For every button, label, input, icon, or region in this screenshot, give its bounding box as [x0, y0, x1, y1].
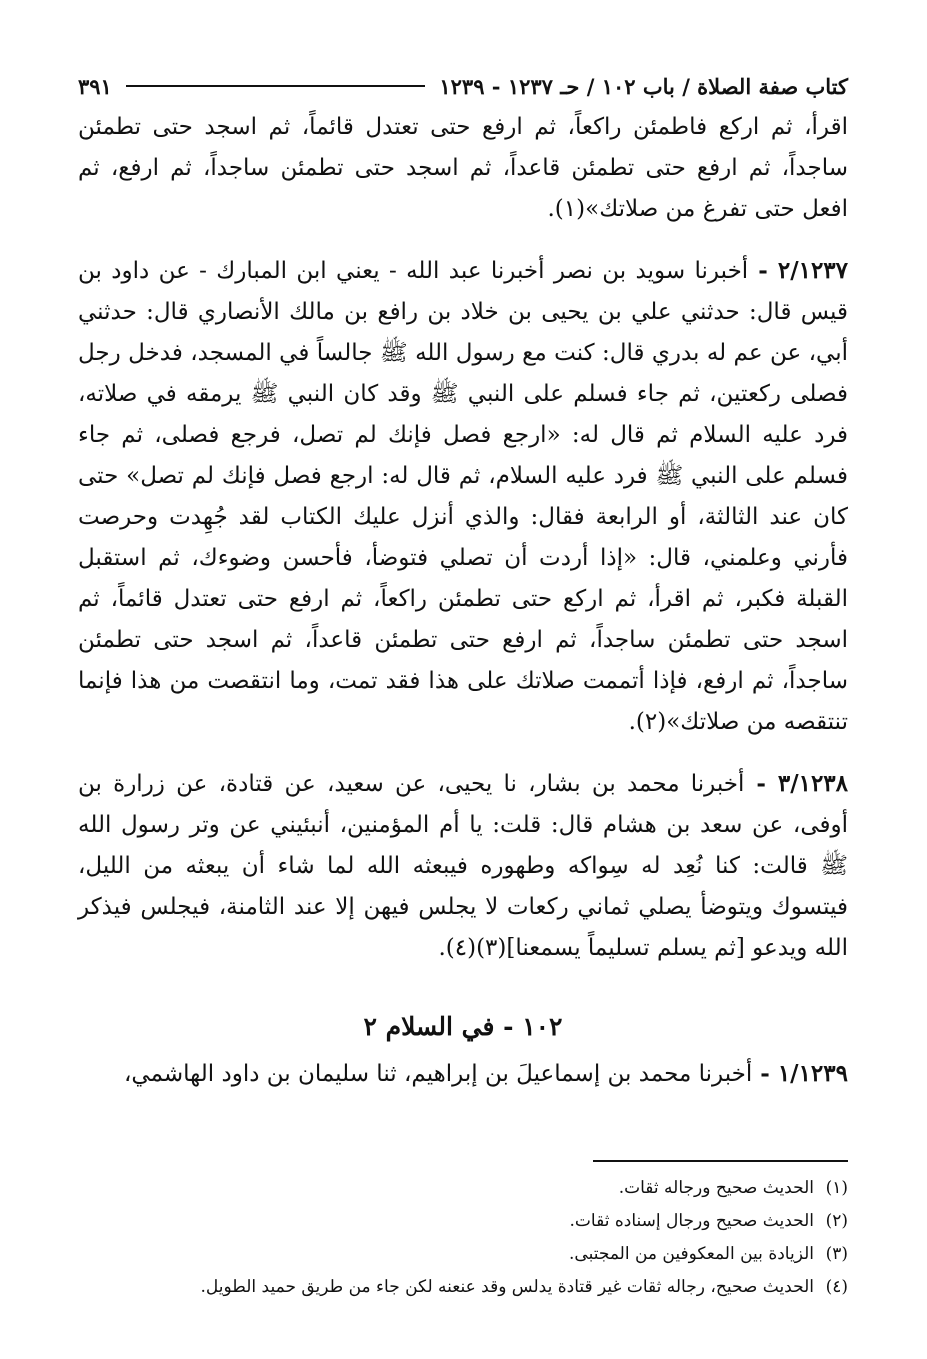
- footnote-item: [78, 1271, 848, 1304]
- footnote-item: [78, 1205, 848, 1238]
- footnote-label: (٤): [825, 1277, 848, 1297]
- footnote-item: [78, 1172, 848, 1205]
- hadith-number: ٢/١٢٣٧ -: [748, 257, 849, 284]
- page-number: ٣٩١: [78, 73, 112, 99]
- hadith-number: ٣/١٢٣٨ -: [744, 770, 849, 797]
- footnote-item: [78, 1238, 848, 1271]
- running-header: [78, 66, 848, 106]
- footnote-text: الحديث صحيح ورجال إسناده ثقات.: [569, 1211, 814, 1231]
- footnote-label: (١): [825, 1178, 848, 1198]
- paragraph-text: أخبرنا سويد بن نصر أخبرنا عبد الله - يعني ابن المبارك - عن داود بن قيس قال: حدثني علي بن يحيى بن خلاد بن رافع بن مالك الأنصاري قال: حدثني أبي، عن عم له بدري قال: كنت مع رسول الله ﷺ جالساً في المسجد، فدخل رجل فصلى ركعتين، ثم جاء فسلم على النبي ﷺ وقد كان النبي ﷺ يرمقه في صلاته، فرد عليه السلام ثم قال له: «ارجع فصل فإنك لم تصل، فرجع فصلى، ثم جاء فسلم على النبي ﷺ فرد عليه السلام، ثم قال له: ارجع فصل فإنك لم تصل» حتى كان عند الثالثة، أو الرابعة فقال: والذي أنزل عليك الكتاب لقد جُهِدت وحرصت فأرني وعلمني، قال: «إذا أردت أن تصلي فتوضأ، فأحسن وضوءك، ثم استقبل القبلة فكبر، ثم اقرأ، ثم اركع حتى تطمئن راكعاً، ثم ارفع حتى تعتدل قائماً، ثم اسجد حتى تطمئن ساجداً، ثم ارفع حتى تطمئن قاعداً، ثم اسجد حتى تطمئن ساجداً، ثم ارفع، فإذا أتممت صلاتك على هذا فقد تمت، وما انتقصت من هذا فإنما تنتقصه من صلاتك»(٢).: [78, 258, 848, 735]
- paragraph-continuation: [78, 106, 848, 230]
- footnote-label: (٢): [825, 1211, 848, 1231]
- hadith-number: ١/١٢٣٩ -: [752, 1060, 848, 1087]
- footnote-list: [78, 1172, 848, 1304]
- hadith-paragraph: [78, 763, 848, 969]
- paragraph-text: اقرأ، ثم اركع فاطمئن راكعاً، ثم ارفع حتى تعتدل قائماً، ثم اسجد حتى تطمئن ساجداً، ثم ارفع حتى تطمئن قاعداً، ثم اسجد حتى تطمئن ساجداً، ثم ارفع، ثم افعل حتى تفرغ من صلاتك»(١).: [78, 114, 848, 222]
- header-title: كتاب صفة الصلاة / باب ١٠٢ / حـ ١٢٣٧ - ١٢٣٩: [439, 73, 848, 99]
- footnote-rule: [593, 1160, 848, 1162]
- footnote-text: الحديث صحيح، رجاله ثقات غير قتادة يدلس وقد عنعنه لكن جاء من طريق حميد الطويل.: [200, 1277, 814, 1297]
- hadith-paragraph: [78, 250, 848, 743]
- footnote-text: الزيادة بين المعكوفين من المجتبى.: [569, 1244, 814, 1264]
- footnotes: [78, 1160, 848, 1304]
- page-body: [78, 66, 848, 1095]
- footnote-label: (٣): [825, 1244, 848, 1264]
- footnote-text: الحديث صحيح ورجاله ثقات.: [618, 1178, 814, 1198]
- hadith-paragraph: [78, 1053, 848, 1095]
- chapter-heading: ١٠٢ - في السلام ٢: [363, 1012, 563, 1041]
- header-rule: [126, 85, 426, 87]
- paragraph-text: أخبرنا محمد بن بشار، نا يحيى، عن سعيد، عن قتادة، عن زرارة بن أوفى، عن سعد بن هشام قال: قلت: يا أم المؤمنين، أنبئيني عن وتر رسول الله ﷺ قالت: كنا نُعِد له سِواكه وطهوره فيبعثه الله لما شاء أن يبعثه من الليل، فيتسوك ويتوضأ يصلي ثماني ركعات لا يجلس فيهن إلا عند الثامنة، فيجلس فيذكر الله ويدعو [ثم يسلم تسليماً يسمعنا](٣)(٤).: [78, 771, 848, 961]
- paragraph-text: أخبرنا محمد بن إسماعيلَ بن إبراهيم، ثنا سليمان بن داود الهاشمي،: [123, 1061, 753, 1087]
